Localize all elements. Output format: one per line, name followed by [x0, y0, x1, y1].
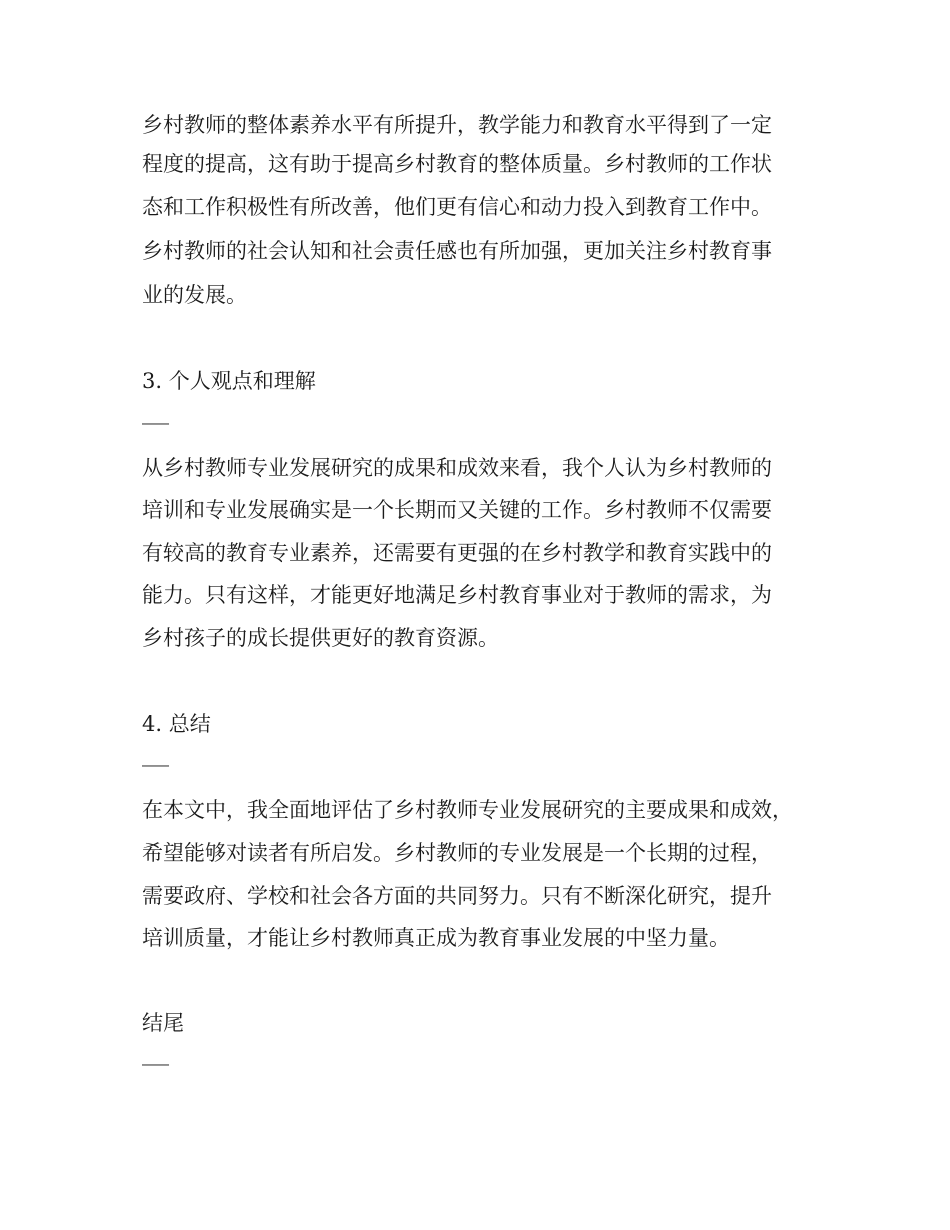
paragraph-line: 乡村教师的社会认知和社会责任感也有所加强，更加关注乡村教育事	[142, 239, 772, 263]
section-divider: ———	[142, 414, 170, 432]
paragraph-line: 程度的提高，这有助于提高乡村教育的整体质量。乡村教师的工作状	[142, 152, 772, 176]
paragraph-line: 能力。只有这样，才能更好地满足乡村教育事业对于教师的需求，为	[142, 583, 772, 607]
paragraph-line: 乡村教师的整体素养水平有所提升，教学能力和教育水平得到了一定	[142, 113, 772, 137]
section-divider: ———	[142, 1055, 170, 1073]
section-heading: 结尾	[142, 1011, 184, 1035]
paragraph-line: 希望能够对读者有所启发。乡村教师的专业发展是一个长期的过程，	[142, 841, 772, 865]
paragraph-line: 态和工作积极性有所改善，他们更有信心和动力投入到教育工作中。	[142, 195, 772, 219]
paragraph-line: 在本文中，我全面地评估了乡村教师专业发展研究的主要成果和成效，	[142, 798, 793, 822]
paragraph-line: 业的发展。	[142, 283, 247, 307]
section-divider: ———	[142, 756, 170, 774]
paragraph-line: 乡村孩子的成长提供更好的教育资源。	[142, 626, 499, 650]
paragraph-line: 培训和专业发展确实是一个长期而又关键的工作。乡村教师不仅需要	[142, 498, 772, 522]
paragraph-line: 需要政府、学校和社会各方面的共同努力。只有不断深化研究，提升	[142, 884, 772, 908]
paragraph-line: 培训质量，才能让乡村教师真正成为教育事业发展的中坚力量。	[142, 926, 730, 950]
section-heading: 4. 总结	[142, 712, 211, 736]
section-heading: 3. 个人观点和理解	[142, 369, 316, 393]
paragraph-line: 从乡村教师专业发展研究的成果和成效来看，我个人认为乡村教师的	[142, 456, 772, 480]
paragraph-line: 有较高的教育专业素养，还需要有更强的在乡村教学和教育实践中的	[142, 541, 772, 565]
